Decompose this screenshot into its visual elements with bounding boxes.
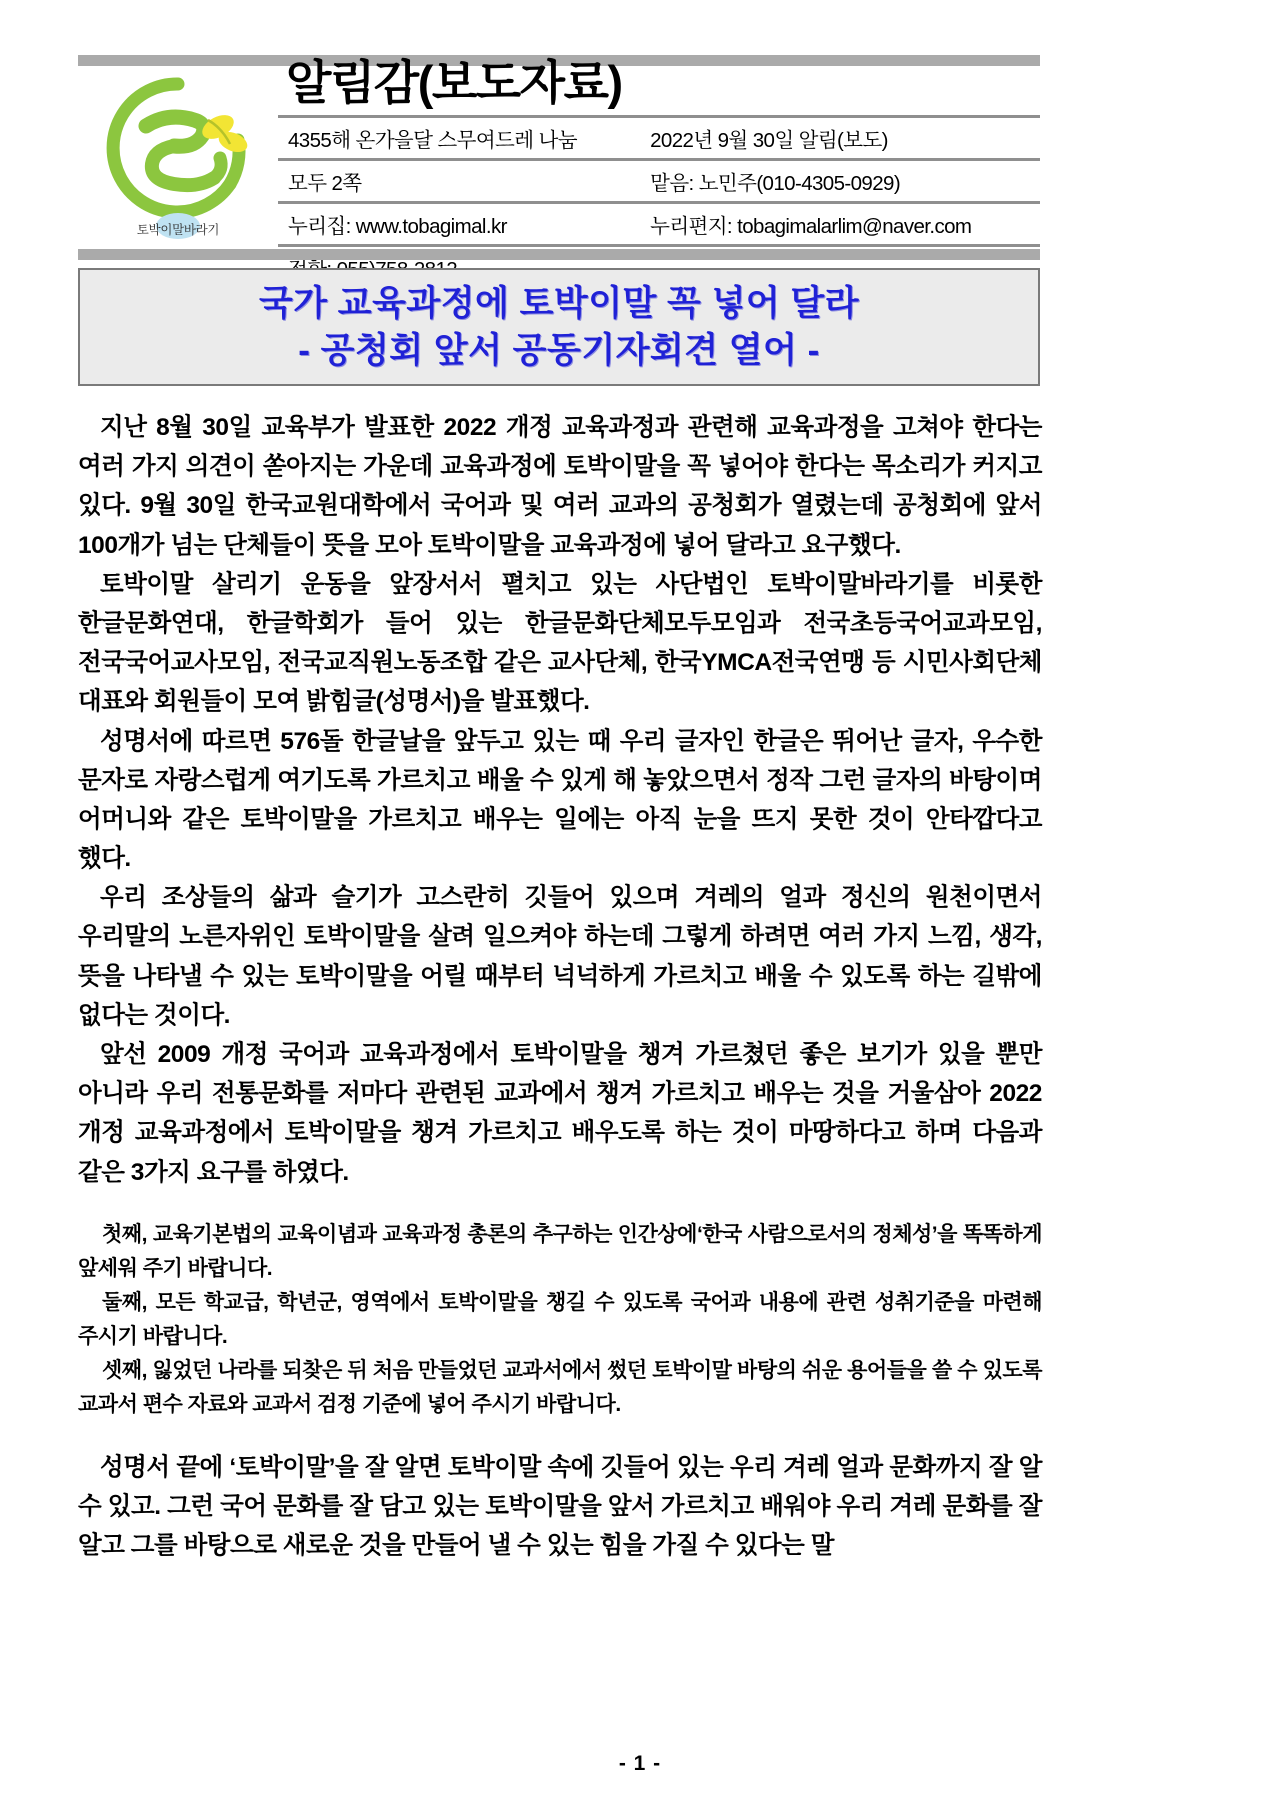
tobagimal-logo-icon — [90, 66, 266, 242]
section-gap — [78, 1422, 1042, 1448]
release-date: 2022년 9월 30일 알림(보도) — [636, 116, 1040, 159]
organization-logo — [90, 66, 266, 242]
demand-item-first: 첫째, 교육기본법의 교육이념과 교육과정 총론의 추구하는 인간상에‘한국 사람으로서의 정체성’을 똑똑하게 앞세워 주기 바랍니다. — [78, 1222, 1042, 1280]
masthead-bottom-rule — [78, 249, 1040, 260]
table-row — [278, 202, 1040, 245]
headline-box — [78, 268, 1040, 386]
demand-item-second: 둘째, 모든 학교급, 학년군, 영역에서 토박이말을 챙길 수 있도록 국어과 내용에 관련 성취기준을 마련해 주시기 바랍니다. — [78, 1290, 1042, 1348]
page-number: - 1 - — [618, 1752, 662, 1775]
masthead-meta-table — [278, 115, 1040, 290]
headline-line-2: - 공청회 앞서 공동기자회견 열어 - — [298, 331, 820, 370]
issue-date-korean: 4355해 온가을달 스무여드레 나눔 — [278, 116, 636, 159]
section-gap — [78, 1192, 1042, 1218]
body-paragraph: 우리 조상들의 삶과 슬기가 고스란히 깃들어 있으며 겨레의 얼과 정신의 원천이면서 우리말의 노른자위인 토박이말을 살려 일으켜야 하는데 그렇게 하려면 여러 가지 느낌, 생각, 뜻을 나타낼 수 있는 토박이말을 어릴 때부터 넉넉하게 가르치고 배울 수 있도록 하는 길밖에 없다는 것이다. — [78, 884, 1042, 1029]
logo-cell — [78, 52, 278, 242]
table-row — [278, 159, 1040, 202]
document-title: 알림감(보도자료) — [286, 56, 622, 109]
logo-caption: 토박이말바라기 — [136, 222, 220, 237]
body-paragraph: 성명서에 따르면 576돌 한글날을 앞두고 있는 때 우리 글자인 한글은 뛰어난 글자, 우수한 문자로 자랑스럽게 여기도록 가르치고 배울 수 있게 해 놓았으면서 정작 그런 글자의 바탕이며 어머니와 같은 토박이말을 가르치고 배우는 일에는 아직 눈을 뜨지 못한 것이 안타깝다고 했다. — [78, 727, 1042, 873]
body-paragraph: 지난 8월 30일 교육부가 발표한 2022 개정 교육과정과 관련해 교육과정을 고쳐야 한다는 여러 가지 의견이 쏟아지는 가운데 교육과정에 토박이말을 꼭 넣어야 한다는 목소리가 커지고 있다. 9월 30일 한국교원대학에서 국어과 및 여러 교과의 공청회가 열렸는데 공청회에 앞서 100개가 넘는 단체들이 뜻을 모아 토박이말을 교육과정에 넣어 달라고 요구했다. — [78, 414, 1042, 559]
headline-line-1: 국가 교육과정에 토박이말 꼭 넣어 달라 — [258, 283, 860, 323]
body-paragraph: 앞선 2009 개정 국어과 교육과정에서 토박이말을 챙겨 가르쳤던 좋은 보기가 있을 뿐만 아니라 우리 전통문화를 저마다 관련된 교과에서 챙겨 가르치고 배우는 것을 거울삼아 2022 개정 교육과정에서 토박이말을 챙겨 가르치고 배우도록 하는 것이 마땅하다고 하며 다음과 같은 3가지 요구를 하였다. — [78, 1041, 1042, 1186]
masthead — [78, 52, 1040, 247]
table-row — [278, 116, 1040, 159]
article-body — [78, 408, 1042, 1565]
closing-paragraph: 성명서 끝에 ‘토박이말’을 잘 알면 토박이말 속에 깃들어 있는 우리 겨레 얼과 문화까지 잘 알 수 있고. 그런 국어 문화를 잘 담고 있는 토박이말을 앞서 가르치고 배워야 우리 겨레 문화를 잘 알고 그를 바탕으로 새로운 것을 만들어 낼 수 있는 힘을 가질 수 있다는 말 — [78, 1453, 1042, 1560]
page-count: 모두 2쪽 — [278, 159, 636, 202]
demand-item-third: 셋째, 잃었던 나라를 되찾은 뒤 처음 만들었던 교과서에서 썼던 토박이말 바탕의 쉬운 용어들을 쓸 수 있도록 교과서 편수 자료와 교과서 검정 기준에 넣어 주시기 바랍니다. — [78, 1358, 1042, 1416]
body-paragraph: 토박이말 살리기 운동을 앞장서서 펼치고 있는 사단법인 토박이말바라기를 비롯한 한글문화연대, 한글학회가 들어 있는 한글문화단체모두모임과 전국초등국어교과모임, 전국국어교사모임, 전국교직원노동조합 같은 교사단체, 한국YMCA전국연맹 등 시민사회단체 대표와 회원들이 모여 밝힘글(성명서)을 발표했다. — [78, 570, 1042, 716]
email[interactable]: 누리편지: tobagimalarlim@naver.com — [636, 202, 1040, 245]
contact-person: 맡음: 노민주(010-4305-0929) — [636, 159, 1040, 202]
website[interactable]: 누리집: www.tobagimal.kr — [278, 202, 636, 245]
